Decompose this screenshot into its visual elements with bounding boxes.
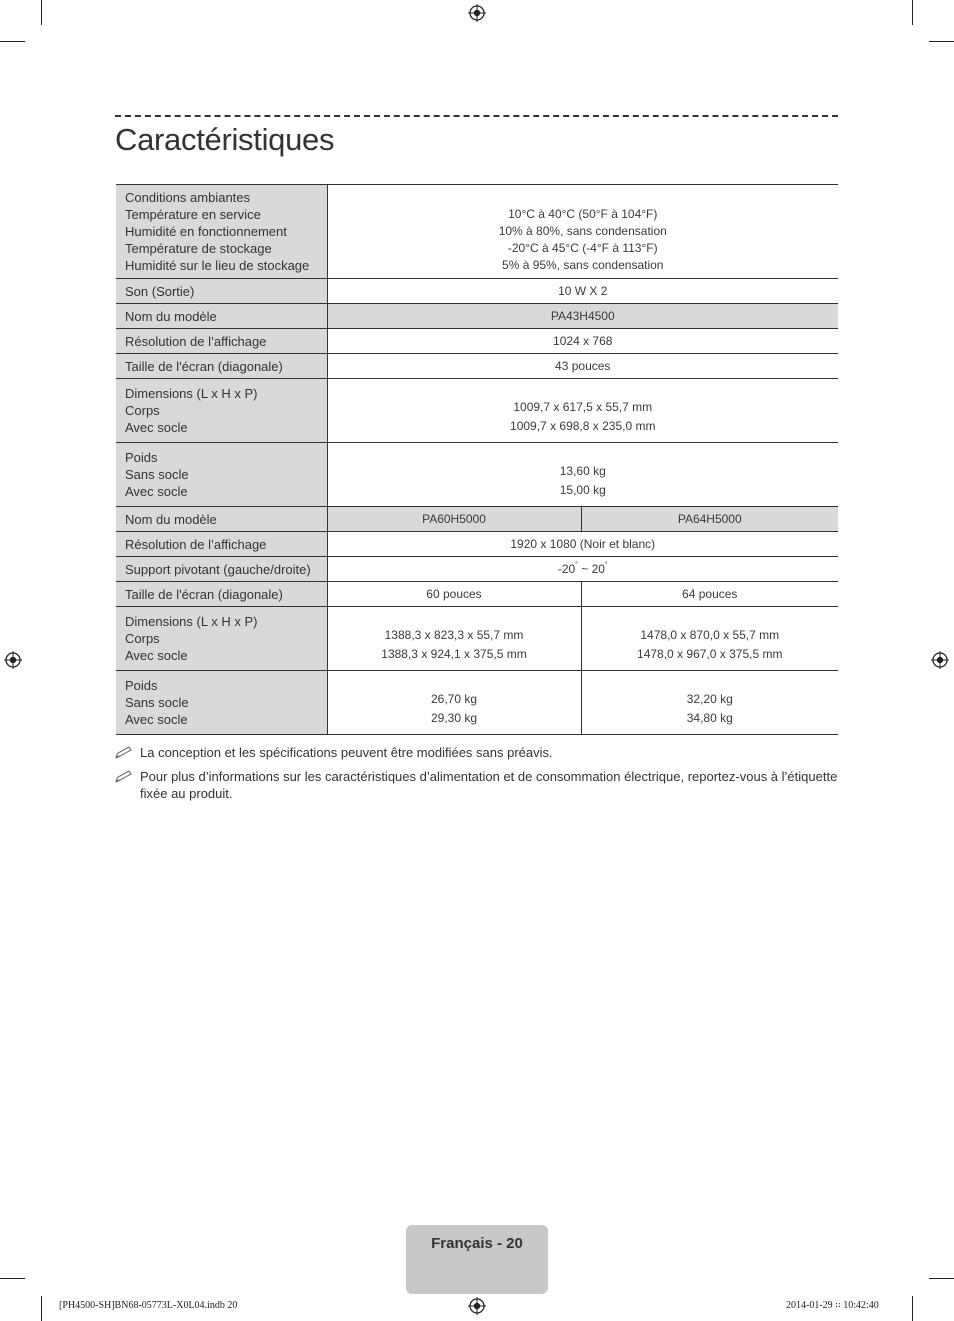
crop-mark	[0, 1278, 25, 1279]
row-label: Support pivotant (gauche/droite)	[116, 557, 327, 582]
table-row	[116, 443, 838, 507]
env-label-cell	[116, 185, 327, 279]
table-row	[116, 671, 838, 735]
row-value: 10°C à 40°C (50°F à 104°F)	[508, 206, 658, 221]
row-value: 15,00 kg	[559, 482, 606, 497]
row-label: Corps	[125, 631, 160, 646]
row-value: 1478,0 x 967,0 x 375,5 mm	[637, 646, 783, 661]
row-value: 43 pouces	[327, 354, 838, 379]
crop-mark	[41, 1296, 42, 1321]
row-label: Avec socle	[125, 712, 188, 727]
registration-mark-icon	[4, 651, 22, 669]
spec-table	[116, 184, 838, 735]
model-name: PA60H5000	[327, 507, 581, 532]
degree-mark: ˚	[575, 560, 578, 570]
table-row	[116, 379, 838, 443]
row-value: 32,20 kg	[686, 691, 733, 706]
table-row	[116, 304, 838, 329]
crop-mark	[0, 41, 25, 42]
weight-label-cell	[116, 671, 327, 735]
table-row	[116, 354, 838, 379]
page-number: Français - 20	[431, 1235, 523, 1252]
pencil-note-icon	[115, 746, 133, 759]
row-value: 64 pouces	[581, 582, 838, 607]
row-label: Corps	[125, 403, 160, 418]
row-value: 1388,3 x 924,1 x 375,5 mm	[381, 646, 527, 661]
crop-mark	[912, 1296, 913, 1321]
row-label: Humidité en fonctionnement	[125, 224, 287, 239]
row-label: Résolution de l’affichage	[116, 532, 327, 557]
row-label: Conditions ambiantes	[125, 190, 251, 205]
registration-mark-icon	[468, 1297, 486, 1315]
table-row	[116, 607, 838, 671]
crop-mark	[929, 1278, 954, 1279]
note-text: Pour plus d’informations sur les caractéristiques d’alimentation et de consommation électrique, reportez-vous à l’étiquette fixée au produit.	[140, 769, 838, 801]
swivel-value	[327, 557, 838, 582]
row-label: Avec socle	[125, 420, 188, 435]
row-label: Poids	[125, 678, 158, 693]
crop-mark	[41, 0, 42, 25]
table-row	[116, 557, 838, 582]
row-label: Dimensions (L x H x P)	[125, 386, 258, 401]
row-value: 26,70 kg	[430, 691, 478, 706]
row-value: 1024 x 768	[327, 329, 838, 354]
row-label: Sans socle	[125, 695, 189, 710]
model-name: PA64H5000	[581, 507, 838, 532]
row-value: 10% à 80%, sans condensation	[498, 223, 667, 238]
registration-mark-icon	[468, 4, 486, 22]
dimensions-value-cell	[581, 607, 838, 671]
row-value: 1009,7 x 698,8 x 235,0 mm	[510, 418, 656, 433]
dimensions-value-cell	[327, 379, 838, 443]
row-label: Poids	[125, 450, 158, 465]
table-row	[116, 507, 838, 532]
print-file-info: [PH4500-SH]BN68-05773L-X0L04.indb 20	[59, 1300, 238, 1311]
weight-value-cell	[327, 671, 581, 735]
row-value: 10 W X 2	[327, 279, 838, 304]
row-label: Nom du modèle	[116, 507, 327, 532]
row-label: Humidité sur le lieu de stockage	[125, 258, 310, 273]
row-label: Taille de l'écran (diagonale)	[116, 582, 327, 607]
dimensions-value-cell	[327, 607, 581, 671]
table-row	[116, 329, 838, 354]
crop-mark	[912, 0, 913, 25]
table-row	[116, 185, 838, 279]
row-value: 60 pouces	[327, 582, 581, 607]
page-number-tab	[406, 1225, 548, 1294]
row-value: -20°C à 45°C (-4°F à 113°F)	[507, 240, 658, 255]
row-label: Nom du modèle	[116, 304, 327, 329]
row-label: Température de stockage	[125, 241, 272, 256]
print-timestamp: 2014-01-29 ꞉꞉ 10:42:40	[786, 1300, 879, 1311]
note-text: La conception et les spécifications peuvent être modifiées sans préavis.	[140, 745, 553, 760]
registration-mark-icon	[931, 651, 949, 669]
row-label: Avec socle	[125, 484, 188, 499]
row-label: Avec socle	[125, 648, 188, 663]
pencil-note-icon	[115, 770, 133, 783]
swivel-from: -20	[557, 561, 576, 576]
row-value: 29,30 kg	[430, 710, 478, 725]
row-value: 1388,3 x 823,3 x 55,7 mm	[384, 627, 524, 642]
degree-mark: ˚	[604, 560, 608, 570]
row-label: Son (Sortie)	[116, 279, 327, 304]
row-label: Sans socle	[125, 467, 189, 482]
row-label: Dimensions (L x H x P)	[125, 614, 258, 629]
env-value-cell	[327, 185, 838, 279]
table-row	[116, 279, 838, 304]
row-value: 1920 x 1080 (Noir et blanc)	[327, 532, 838, 557]
row-value: 34,80 kg	[686, 710, 733, 725]
row-value: 1009,7 x 617,5 x 55,7 mm	[513, 399, 653, 414]
swivel-to: ~ 20	[577, 561, 605, 576]
row-value: 1478,0 x 870,0 x 55,7 mm	[640, 627, 780, 642]
dimensions-label-cell	[116, 379, 327, 443]
table-row	[116, 582, 838, 607]
weight-value-cell	[327, 443, 838, 507]
dimensions-label-cell	[116, 607, 327, 671]
table-row	[116, 532, 838, 557]
title-divider	[115, 115, 838, 117]
row-label: Température en service	[125, 207, 261, 222]
row-label: Taille de l'écran (diagonale)	[116, 354, 327, 379]
weight-label-cell	[116, 443, 327, 507]
crop-mark	[929, 41, 954, 42]
row-value: 5% à 95%, sans condensation	[502, 257, 664, 272]
page-title: Caractéristiques	[115, 122, 335, 157]
row-label: Résolution de l’affichage	[116, 329, 327, 354]
model-name: PA43H4500	[327, 304, 838, 329]
weight-value-cell	[581, 671, 838, 735]
row-value: 13,60 kg	[559, 463, 606, 478]
